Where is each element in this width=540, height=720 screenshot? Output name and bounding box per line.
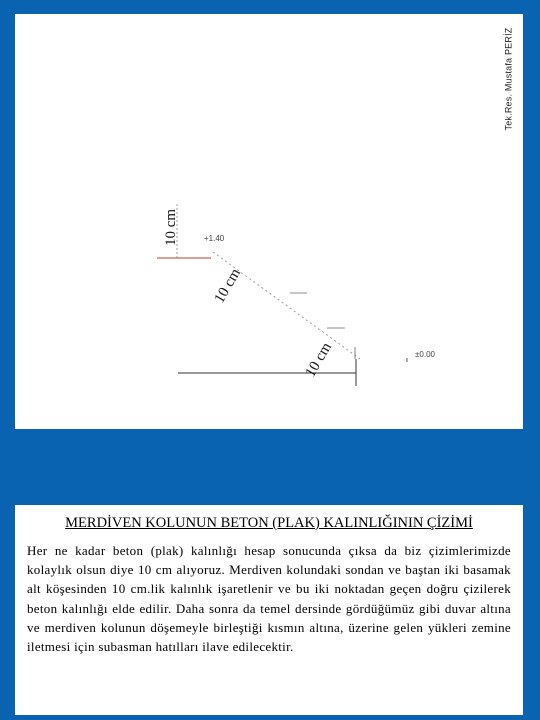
section-title: MERDİVEN KOLUNUN BETON (PLAK) KALINLIĞININ ÇİZİMİ	[65, 515, 473, 531]
stair-section-drawing	[15, 14, 523, 429]
section-body: Her ne kadar beton (plak) kalınlığı hesap sonucunda çıksa da biz çizimlerimizde kolaylık olsun diye 10 cm alıyoruz. Merdiven kolundaki sondan ve baştan iki basamak alt köşesinden 10 cm.lik kalınlık işaretlenir ve bu iki noktadan geçen doğru çizilerek beton kalınlığı elde edilir. Daha sonra da temel dersinde gördüğümüz gibi duvar altına ve merdiven kolunun döşemeyle birleştiği kısmın altına, üzerine gelen yükleri zemine iletmesi için subasman hatılları ilave edilecektir.	[27, 543, 511, 655]
vertical-dim-label: 10 cm	[163, 208, 179, 246]
author-credit-text: Tek.Res. Mustafa PERİZ	[503, 27, 513, 131]
drawing-panel	[15, 14, 523, 429]
upper-level-label: +1.40	[204, 234, 225, 243]
slab-line	[213, 252, 360, 359]
text-panel	[15, 505, 523, 715]
lower-diag-dim-label: 10 cm	[302, 339, 336, 380]
upper-diag-dim-label: 10 cm	[211, 265, 245, 306]
lower-level-label: ±0.00	[415, 350, 435, 359]
